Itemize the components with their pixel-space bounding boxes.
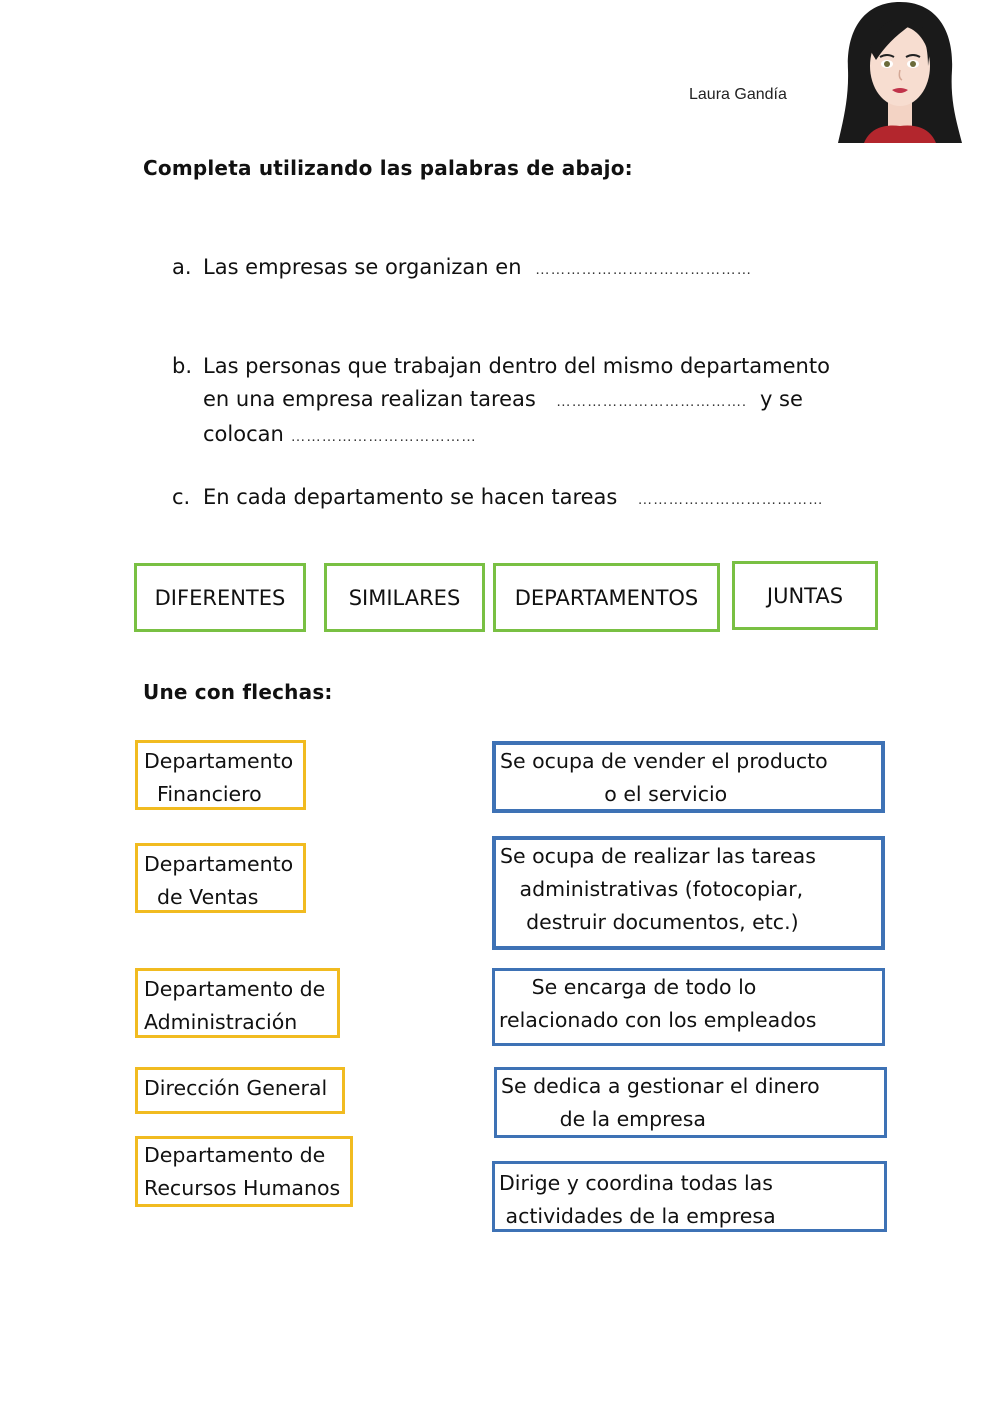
match-text: Se ocupa de realizar las tareas: [500, 844, 816, 868]
match-text: de Ventas: [144, 885, 259, 909]
author-name: Laura Gandía: [689, 86, 787, 103]
answer-blank[interactable]: ………………………………: [637, 491, 824, 508]
question-text: colocan: [203, 422, 291, 446]
match-right-item[interactable]: [492, 1161, 887, 1232]
word-bank-item[interactable]: DIFERENTES: [134, 563, 306, 632]
match-right-item[interactable]: [492, 968, 885, 1046]
match-text: Se encarga de todo lo: [499, 975, 757, 999]
match-text: Departamento de: [144, 1143, 326, 1167]
question-label: a.: [172, 255, 192, 279]
question-text: en una empresa realizan tareas: [203, 387, 543, 411]
match-text: relacionado con los empleados: [499, 1008, 817, 1032]
match-right-item[interactable]: [492, 836, 885, 950]
word-bank-item[interactable]: JUNTAS: [732, 561, 878, 630]
section-title-une: Une con flechas:: [143, 680, 333, 704]
match-text: Departamento: [144, 852, 294, 876]
match-text: Departamento de: [144, 977, 326, 1001]
woman-portrait-icon: [836, 0, 964, 143]
match-text: Dirección General: [144, 1076, 328, 1100]
match-text: Se dedica a gestionar el dinero: [501, 1074, 820, 1098]
match-left-item[interactable]: [135, 1067, 345, 1114]
word-bank-item[interactable]: DEPARTAMENTOS: [493, 563, 720, 632]
match-left-item[interactable]: [135, 843, 306, 913]
match-left-item[interactable]: [135, 1136, 353, 1207]
word-bank-item[interactable]: SIMILARES: [324, 563, 485, 632]
question-text: Las personas que trabajan dentro del mismo departamento: [203, 354, 830, 378]
answer-blank[interactable]: ……………………………………: [534, 261, 752, 278]
match-text: Recursos Humanos: [144, 1176, 341, 1200]
question-label: b.: [172, 354, 193, 378]
match-right-item[interactable]: [494, 1067, 887, 1138]
section-title-completa: Completa utilizando las palabras de abajo:: [143, 156, 633, 180]
match-text: Financiero: [144, 782, 262, 806]
answer-blank[interactable]: ……………………………….: [555, 393, 747, 410]
match-text: Administración: [144, 1010, 298, 1034]
question-b: [172, 350, 830, 453]
answer-blank[interactable]: ………………………………: [290, 428, 477, 445]
match-left-item[interactable]: [135, 740, 306, 810]
match-text: de la empresa: [501, 1107, 706, 1131]
match-right-item[interactable]: [492, 741, 885, 813]
question-text: En cada departamento se hacen tareas: [203, 485, 625, 509]
match-text: administrativas (fotocopiar,: [500, 877, 804, 901]
question-c: [172, 481, 823, 516]
match-text: destruir documentos, etc.): [500, 910, 799, 934]
match-text: Dirige y coordina todas las: [499, 1171, 773, 1195]
match-left-item[interactable]: [135, 968, 340, 1038]
question-label: c.: [172, 485, 191, 509]
question-a: [172, 251, 752, 286]
question-text: y se: [753, 387, 803, 411]
match-text: Se ocupa de vender el producto: [500, 749, 828, 773]
match-text: Departamento: [144, 749, 294, 773]
match-text: actividades de la empresa: [499, 1204, 776, 1228]
match-text: o el servicio: [500, 782, 728, 806]
question-text: Las empresas se organizan en: [203, 255, 529, 279]
